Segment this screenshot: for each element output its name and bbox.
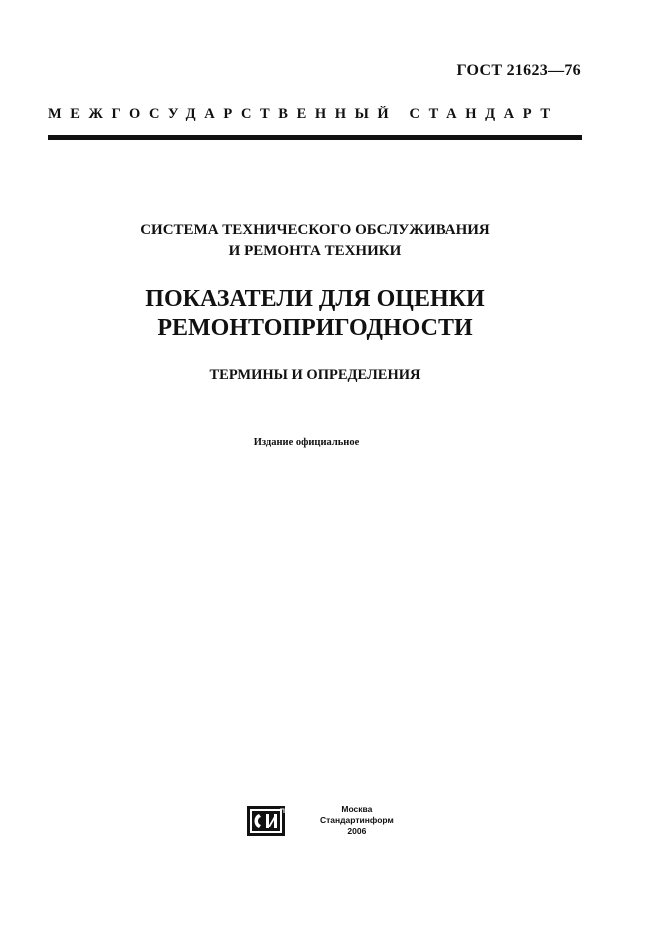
main-title-line-2: РЕМОНТОПРИГОДНОСТИ: [157, 315, 473, 341]
system-title: [0, 220, 630, 262]
publisher-block: [246, 804, 394, 837]
document-number: ГОСТ 21623—76: [456, 62, 581, 79]
main-title: [0, 285, 630, 343]
subtitle: ТЕРМИНЫ И ОПРЕДЕЛЕНИЯ: [209, 367, 421, 383]
imprint-city: Москва: [341, 804, 373, 814]
header-divider: [48, 135, 582, 140]
imprint: [320, 804, 394, 837]
edition-note: Издание официальное: [253, 437, 360, 448]
imprint-publisher: Стандартинформ: [320, 815, 394, 825]
system-title-line-2: И РЕМОНТА ТЕХНИКИ: [228, 243, 402, 259]
publisher-logo-icon: [246, 805, 286, 837]
imprint-year: 2006: [347, 826, 367, 836]
main-title-line-1: ПОКАЗАТЕЛИ ДЛЯ ОЦЕНКИ: [145, 286, 485, 312]
standard-type-heading: МЕЖГОСУДАРСТВЕННЫЙ СТАНДАРТ: [48, 106, 559, 122]
system-title-line-1: СИСТЕМА ТЕХНИЧЕСКОГО ОБСЛУЖИВАНИЯ: [140, 222, 490, 238]
